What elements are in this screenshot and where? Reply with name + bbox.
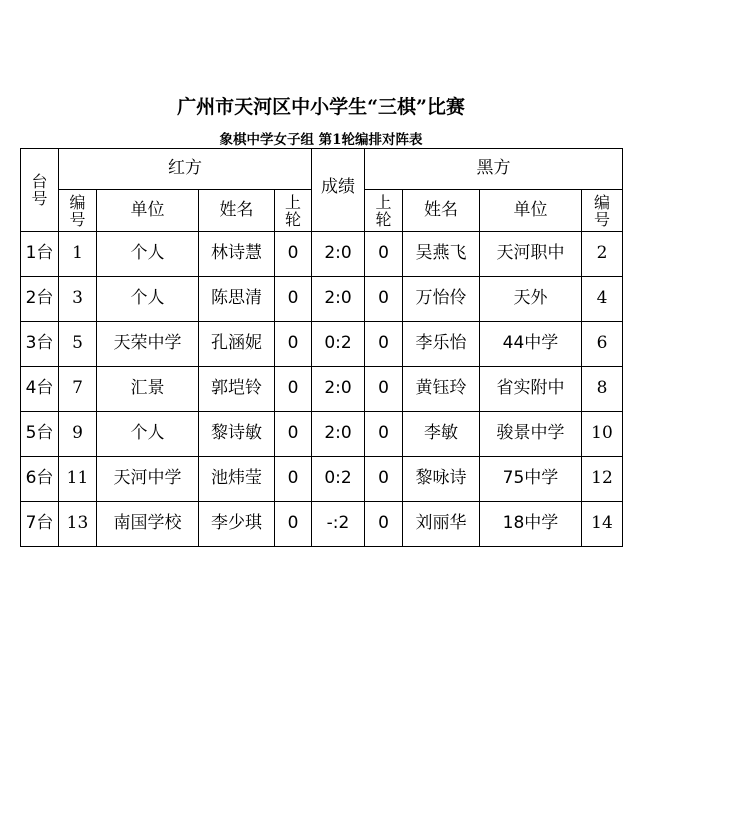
cell-red-name: 陈思清 [199,277,275,322]
cell-black-prev-round: 0 [365,277,403,322]
table-row [21,322,623,367]
cell-red-unit: 南国学校 [97,502,199,547]
cell-red-number: 3 [59,277,97,322]
table-row [21,502,623,547]
cell-red-prev-round: 0 [275,232,312,277]
cell-black-name: 李敏 [403,412,480,457]
header-black-number: 编 号 [582,190,623,232]
header-red-unit: 单位 [97,190,199,232]
cell-red-number: 13 [59,502,97,547]
cell-red-name: 黎诗敏 [199,412,275,457]
cell-black-number: 4 [582,277,623,322]
table-row [21,232,623,277]
header-result: 成绩 [312,149,365,232]
header-red-prev-round: 上 轮 [275,190,312,232]
cell-board: 5台 [21,412,59,457]
cell-red-number: 5 [59,322,97,367]
cell-black-prev-round: 0 [365,322,403,367]
cell-result: 0:2 [312,322,365,367]
cell-black-unit: 天河职中 [480,232,582,277]
cell-red-name: 孔涵妮 [199,322,275,367]
table-row [21,457,623,502]
cell-black-prev-round: 0 [365,457,403,502]
cell-black-number: 2 [582,232,623,277]
cell-red-number: 11 [59,457,97,502]
cell-red-name: 林诗慧 [199,232,275,277]
cell-red-number: 9 [59,412,97,457]
cell-result: -:2 [312,502,365,547]
cell-black-name: 刘丽华 [403,502,480,547]
header-red-side: 红方 [59,149,312,190]
cell-black-unit: 75中学 [480,457,582,502]
header-red-name: 姓名 [199,190,275,232]
cell-red-prev-round: 0 [275,412,312,457]
cell-black-name: 万怡伶 [403,277,480,322]
cell-red-prev-round: 0 [275,367,312,412]
cell-red-unit: 天河中学 [97,457,199,502]
header-black-side: 黑方 [365,149,623,190]
cell-red-prev-round: 0 [275,457,312,502]
cell-red-number: 7 [59,367,97,412]
cell-red-prev-round: 0 [275,502,312,547]
cell-result: 2:0 [312,367,365,412]
cell-red-prev-round: 0 [275,322,312,367]
header-board-text: 台 号 [31,172,48,208]
table-row [21,367,623,412]
cell-red-unit: 个人 [97,232,199,277]
header-row-sides [21,149,623,190]
cell-black-unit: 省实附中 [480,367,582,412]
cell-black-unit: 骏景中学 [480,412,582,457]
header-red-number: 编 号 [59,190,97,232]
header-black-unit: 单位 [480,190,582,232]
table-row [21,412,623,457]
cell-red-name: 郭垲铃 [199,367,275,412]
cell-red-number: 1 [59,232,97,277]
cell-black-name: 吴燕飞 [403,232,480,277]
cell-black-number: 10 [582,412,623,457]
cell-board: 4台 [21,367,59,412]
cell-black-name: 黄钰玲 [403,367,480,412]
cell-red-prev-round: 0 [275,277,312,322]
cell-black-prev-round: 0 [365,367,403,412]
page-title: 广州市天河区中小学生“三棋”比赛 [177,96,465,118]
page-subtitle: 象棋中学女子组 第1轮编排对阵表 [219,132,423,148]
cell-black-name: 黎咏诗 [403,457,480,502]
cell-board: 3台 [21,322,59,367]
header-board [21,149,59,232]
cell-board: 6台 [21,457,59,502]
cell-board: 1台 [21,232,59,277]
cell-black-number: 14 [582,502,623,547]
cell-red-unit: 汇景 [97,367,199,412]
header-black-name: 姓名 [403,190,480,232]
cell-black-number: 6 [582,322,623,367]
cell-black-number: 12 [582,457,623,502]
cell-result: 2:0 [312,412,365,457]
cell-black-unit: 天外 [480,277,582,322]
cell-result: 2:0 [312,277,365,322]
cell-red-unit: 天荣中学 [97,322,199,367]
cell-black-prev-round: 0 [365,412,403,457]
pairing-table [20,148,623,547]
cell-red-name: 李少琪 [199,502,275,547]
table-row [21,277,623,322]
header-black-prev-round: 上 轮 [365,190,403,232]
cell-black-number: 8 [582,367,623,412]
cell-black-prev-round: 0 [365,502,403,547]
cell-black-name: 李乐怡 [403,322,480,367]
cell-board: 2台 [21,277,59,322]
cell-red-name: 池炜莹 [199,457,275,502]
cell-board: 7台 [21,502,59,547]
cell-result: 0:2 [312,457,365,502]
cell-red-unit: 个人 [97,412,199,457]
cell-black-unit: 44中学 [480,322,582,367]
cell-result: 2:0 [312,232,365,277]
cell-black-prev-round: 0 [365,232,403,277]
cell-red-unit: 个人 [97,277,199,322]
cell-black-unit: 18中学 [480,502,582,547]
